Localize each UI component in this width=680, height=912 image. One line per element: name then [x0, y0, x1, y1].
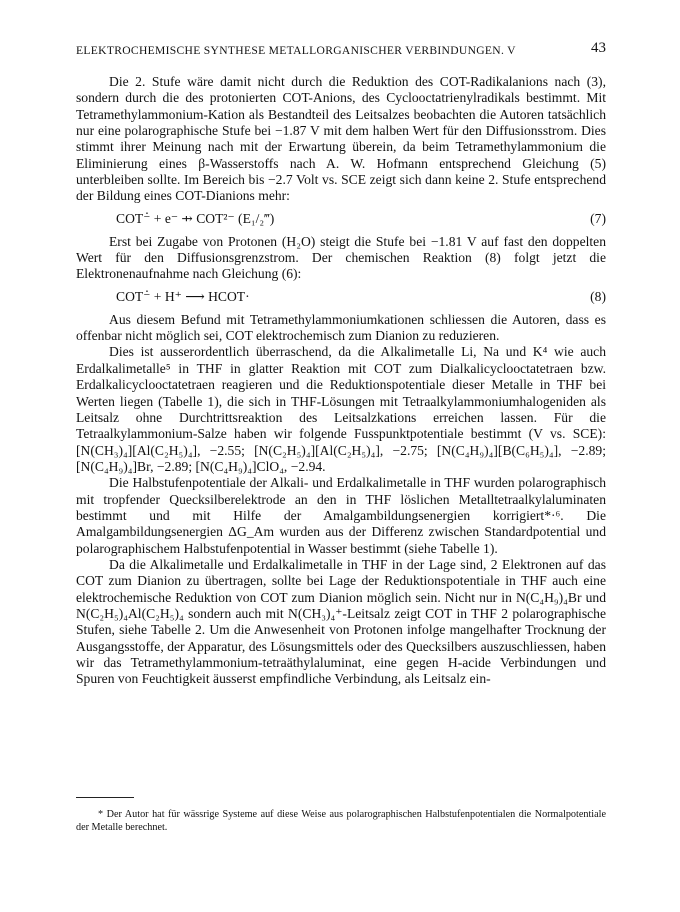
- paragraph: Aus diesem Befund mit Tetramethylammoniumkationen schliessen die Autoren, dass es offenbar nicht möglich sei, COT elektrochemisch zum Dianion zu reduzieren.: [76, 311, 606, 344]
- page-header: [76, 40, 606, 60]
- article-body: [76, 74, 606, 688]
- equation-7: [76, 211, 606, 230]
- footnote-divider: [76, 797, 134, 798]
- paragraph: Die 2. Stufe wäre damit nicht durch die Reduktion des COT-Radikalanions nach (3), sondern durch die des protonierten COT-Anions, des Cyclooctatrienylradikals bestimmt. Mit Tetramethylammonium-Kation als Bestandteil des Leitsalzes beobachten die Autoren tatsächlich nur eine polarographische Stufe bei −1.87 V mit dem halben Wert für den Diffusionsstrom. Dies stimmt ihrer Meinung nach mit der Erwartung überein, da beim Tetramethylammonium die Eliminierung eines β-Wasserstoffs nach A. W. Hofmann entsprechend Gleichung (5) unterbleiben sollte. Im Bereich bis −2.7 Volt vs. SCE zeigt sich dann keine 2. Stufe entsprechend der Bildung eines COT-Dianions mehr:: [76, 74, 606, 204]
- equation-expression: COT⁻̇ + H⁺ ⟶ HCOT·: [116, 288, 250, 304]
- equation-number: (8): [590, 288, 606, 304]
- paragraph: Erst bei Zugabe von Protonen (H₂O) steigt die Stufe bei −1.81 V auf fast den doppelten Wert für den Diffusionsgrenzstrom. Der chemischen Reaktion (8) folgt jetzt die Elektronenaufnahme nach Gleichung (6):: [76, 233, 606, 282]
- equation-expression: COT⁻̇ + e⁻ ⇸ COT²⁻ (E₁/₂‴): [116, 210, 275, 226]
- paragraph: Die Halbstufenpotentiale der Alkali- und Erdalkalimetalle in THF wurden polarographisch mit tropfender Quecksilberelektrode an den in THF löslichen Metalltetraalkylaluminaten bestimmt und mit Hilfe der Amalgambildungsenergien korrigiert*·⁶. Die Amalgambildungsenergien ΔG_Am wurden aus der Differenz zwischen Standardpotential und polarographischem Halbstufenpotential in Wasser bestimmt (siehe Tabelle 1).: [76, 475, 606, 556]
- running-title: ELEKTROCHEMISCHE SYNTHESE METALLORGANISCHER VERBINDUNGEN. V: [76, 44, 516, 57]
- equation-8: [76, 289, 606, 308]
- equation-number: (7): [590, 210, 606, 226]
- paragraph: Da die Alkalimetalle und Erdalkalimetalle in THF in der Lage sind, 2 Elektronen auf das COT zum Dianion zu übertragen, sollte bei Lage der Reduktionspotentiale in THF auch eine elektrochemische Reduktion von COT zum Dianion möglich sein. Nicht nur in N(C₄H₉)₄Br und N(C₂H₅)₄Al(C₂H₅)₄ sondern auch mit N(CH₃)₄⁺-Leitsalz zeigt COT in THF 2 polarographische Stufen, siehe Tabelle 2. Um die Anwesenheit von Protonen infolge mangelhafter Trocknung der Ausgangsstoffe, der Apparatur, des Lösungsmittels oder des Quecksilbers auszuschliessen, haben wir das Tetramethylammonium-tetraäthylaluminat, eine gegen H-acide Verbindungen und Spuren von Feuchtigkeit äusserst empfindliche Verbindung, als Leitsalz ein-: [76, 556, 606, 687]
- paragraph: Dies ist ausserordentlich überraschend, da die Alkalimetalle Li, Na und K⁴ wie auch Erdalkalimetalle⁵ in THF in glatter Reaktion mit COT zum Dialkalicyclooctatetraen bzw. Erdalkalicyclooctatetraen reagieren und die Reduktionspotentiale dieser Metalle in THF bei Werten liegen (Tabelle 1), die sich in THF-Lösungen mit Tetraalkylammoniumhalogeniden als Leitsalz ohne Durchtrittsreaktion des Leitsalzkations erreichen lassen. Für die Tetraalkylammonium-Salze haben wir folgende Fusspunktpotentiale bestimmt (V vs. SCE): [N(CH₃)₄][Al(C₂H₅)₄], −2.55; [N(C₂H₅)₄][Al(C₂H₅)₄], −2.75; [N(C₄H₉)₄][B(C₆H₅)₄], −2.89; [N(C₄H₉)₄]Br, −2.89; [N(C₄H₉)₄]ClO₄, −2.94.: [76, 344, 606, 474]
- footnote: * Der Autor hat für wässrige Systeme auf diese Weise aus polarographischen Halbstufenpotentialen die Normalpotentiale der Metalle berechnet.: [76, 809, 606, 833]
- page-number: 43: [591, 40, 606, 56]
